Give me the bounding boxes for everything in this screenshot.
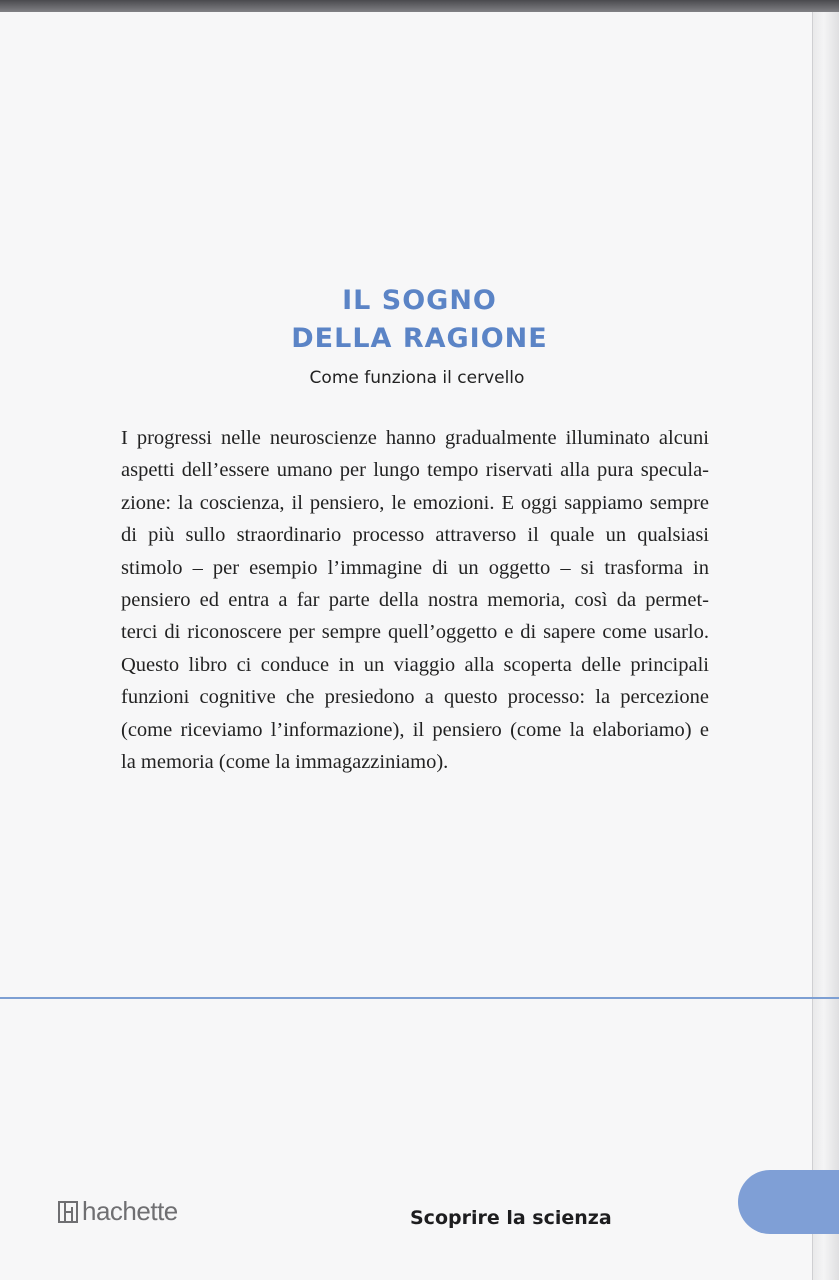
book-title-line-2: DELLA RAGIONE <box>291 323 548 354</box>
back-cover <box>0 12 812 1280</box>
blurb-line: pensiero ed entra a far parte della nostra memoria, così da permet- <box>121 589 709 612</box>
publisher-logo <box>58 1196 178 1227</box>
blurb-line: I progressi nelle neuroscienze hanno gradualmente illuminato alcuni <box>121 427 709 449</box>
series-name: Scoprire la scienza <box>410 1207 612 1229</box>
blurb-line: terci di riconoscere per sempre quell’oggetto e di sapere come usarlo. <box>121 621 709 644</box>
publisher-name: hachette <box>82 1196 178 1226</box>
spine-edge <box>812 12 839 1280</box>
book-subtitle: Come funziona il cervello <box>309 368 525 388</box>
blurb-line: stimolo – per esempio l’immagine di un oggetto – si trasforma in <box>121 556 709 579</box>
blurb-line: di più sullo straordinario processo attraverso il quale un qualsiasi <box>121 524 709 547</box>
blurb-line: Questo libro ci conduce in un viaggio alla scoperta delle principali <box>121 653 709 676</box>
horizontal-rule <box>0 997 839 999</box>
blurb-line: funzioni cognitive che presiedono a questo processo: la percezione <box>121 686 709 709</box>
series-color-tab <box>738 1170 839 1234</box>
hachette-h-logo-icon <box>58 1201 78 1223</box>
blurb-line: la memoria (come la immagazziniamo). <box>121 751 449 774</box>
blurb-line: zione: la coscienza, il pensiero, le emozioni. E oggi sappiamo sempre <box>121 491 709 514</box>
book-blurb <box>121 422 709 778</box>
book-title-line-1: IL SOGNO <box>342 285 497 316</box>
blurb-line: (come riceviamo l’informazione), il pensiero (come la elaboriamo) e <box>121 718 709 741</box>
blurb-line: aspetti dell’essere umano per lungo tempo riservati alla pura specula- <box>121 459 709 482</box>
